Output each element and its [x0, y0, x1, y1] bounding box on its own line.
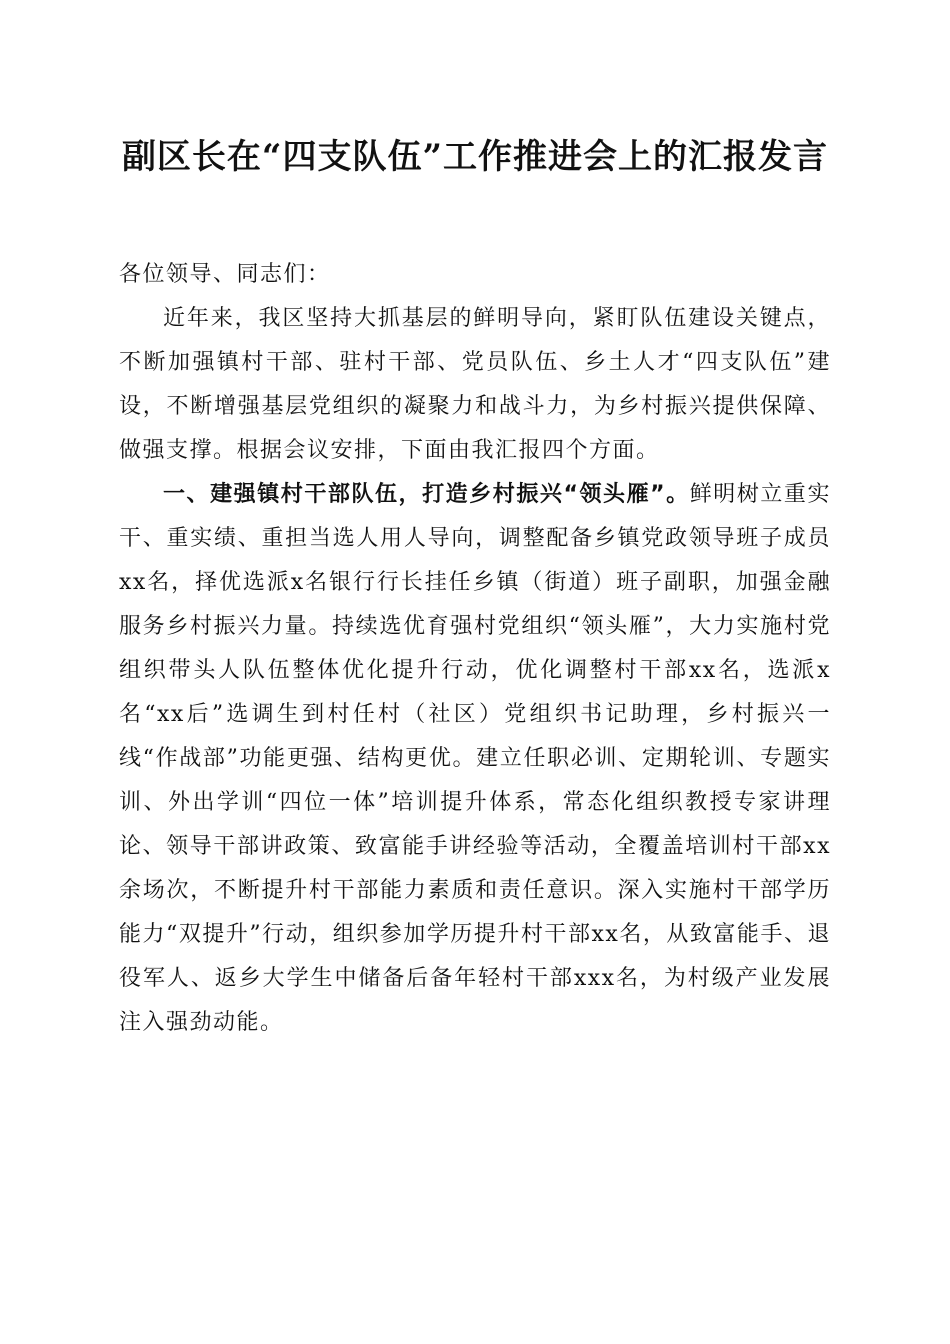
- document-title: 副区长在“四支队伍”工作推进会上的汇报发言: [121, 137, 829, 177]
- section-1-heading: 一、建强镇村干部队伍，打造乡村振兴“领头雁”。: [163, 482, 690, 507]
- section-1-text: 鲜明树立重实干、重实绩、重担当选人用人导向，调整配备乡镇党政领导班子成员xx名，择优选派x名银行行长挂任乡镇（街道）班子副职，加强金融服务乡村振兴力量。持续选优育强村党组织“领头雁”，大力实施村党组织带头人队伍整体优化提升行动，优化调整村干部xx名，选派x名“xx后”选调生到村任村（社区）党组织书记助理，乡村振兴一线“作战部”功能更强、结构更优。建立任职必训、定期轮训、专题实训、外出学训“四位一体”培训提升体系，常态化组织教授专家讲理论、领导干部讲政策、致富能手讲经验等活动，全覆盖培训村干部xx余场次，不断提升村干部能力素质和责任意识。深入实施村干部学历能力“双提升”行动，组织参加学历提升村干部xx名，从致富能手、退役军人、返乡大学生中储备后备年轻村干部xxx名，为村级产业发展注入强劲动能。: [119, 482, 831, 1035]
- salutation: 各位领导、同志们：: [119, 262, 331, 287]
- document-body: [119, 253, 831, 1045]
- intro-paragraph: 近年来，我区坚持大抓基层的鲜明导向，紧盯队伍建设关键点，不断加强镇村干部、驻村干部、党员队伍、乡土人才“四支队伍”建设，不断增强基层党组织的凝聚力和战斗力，为乡村振兴提供保障、做强支撑。根据会议安排，下面由我汇报四个方面。: [119, 306, 831, 463]
- section-1-paragraph: [119, 473, 831, 1045]
